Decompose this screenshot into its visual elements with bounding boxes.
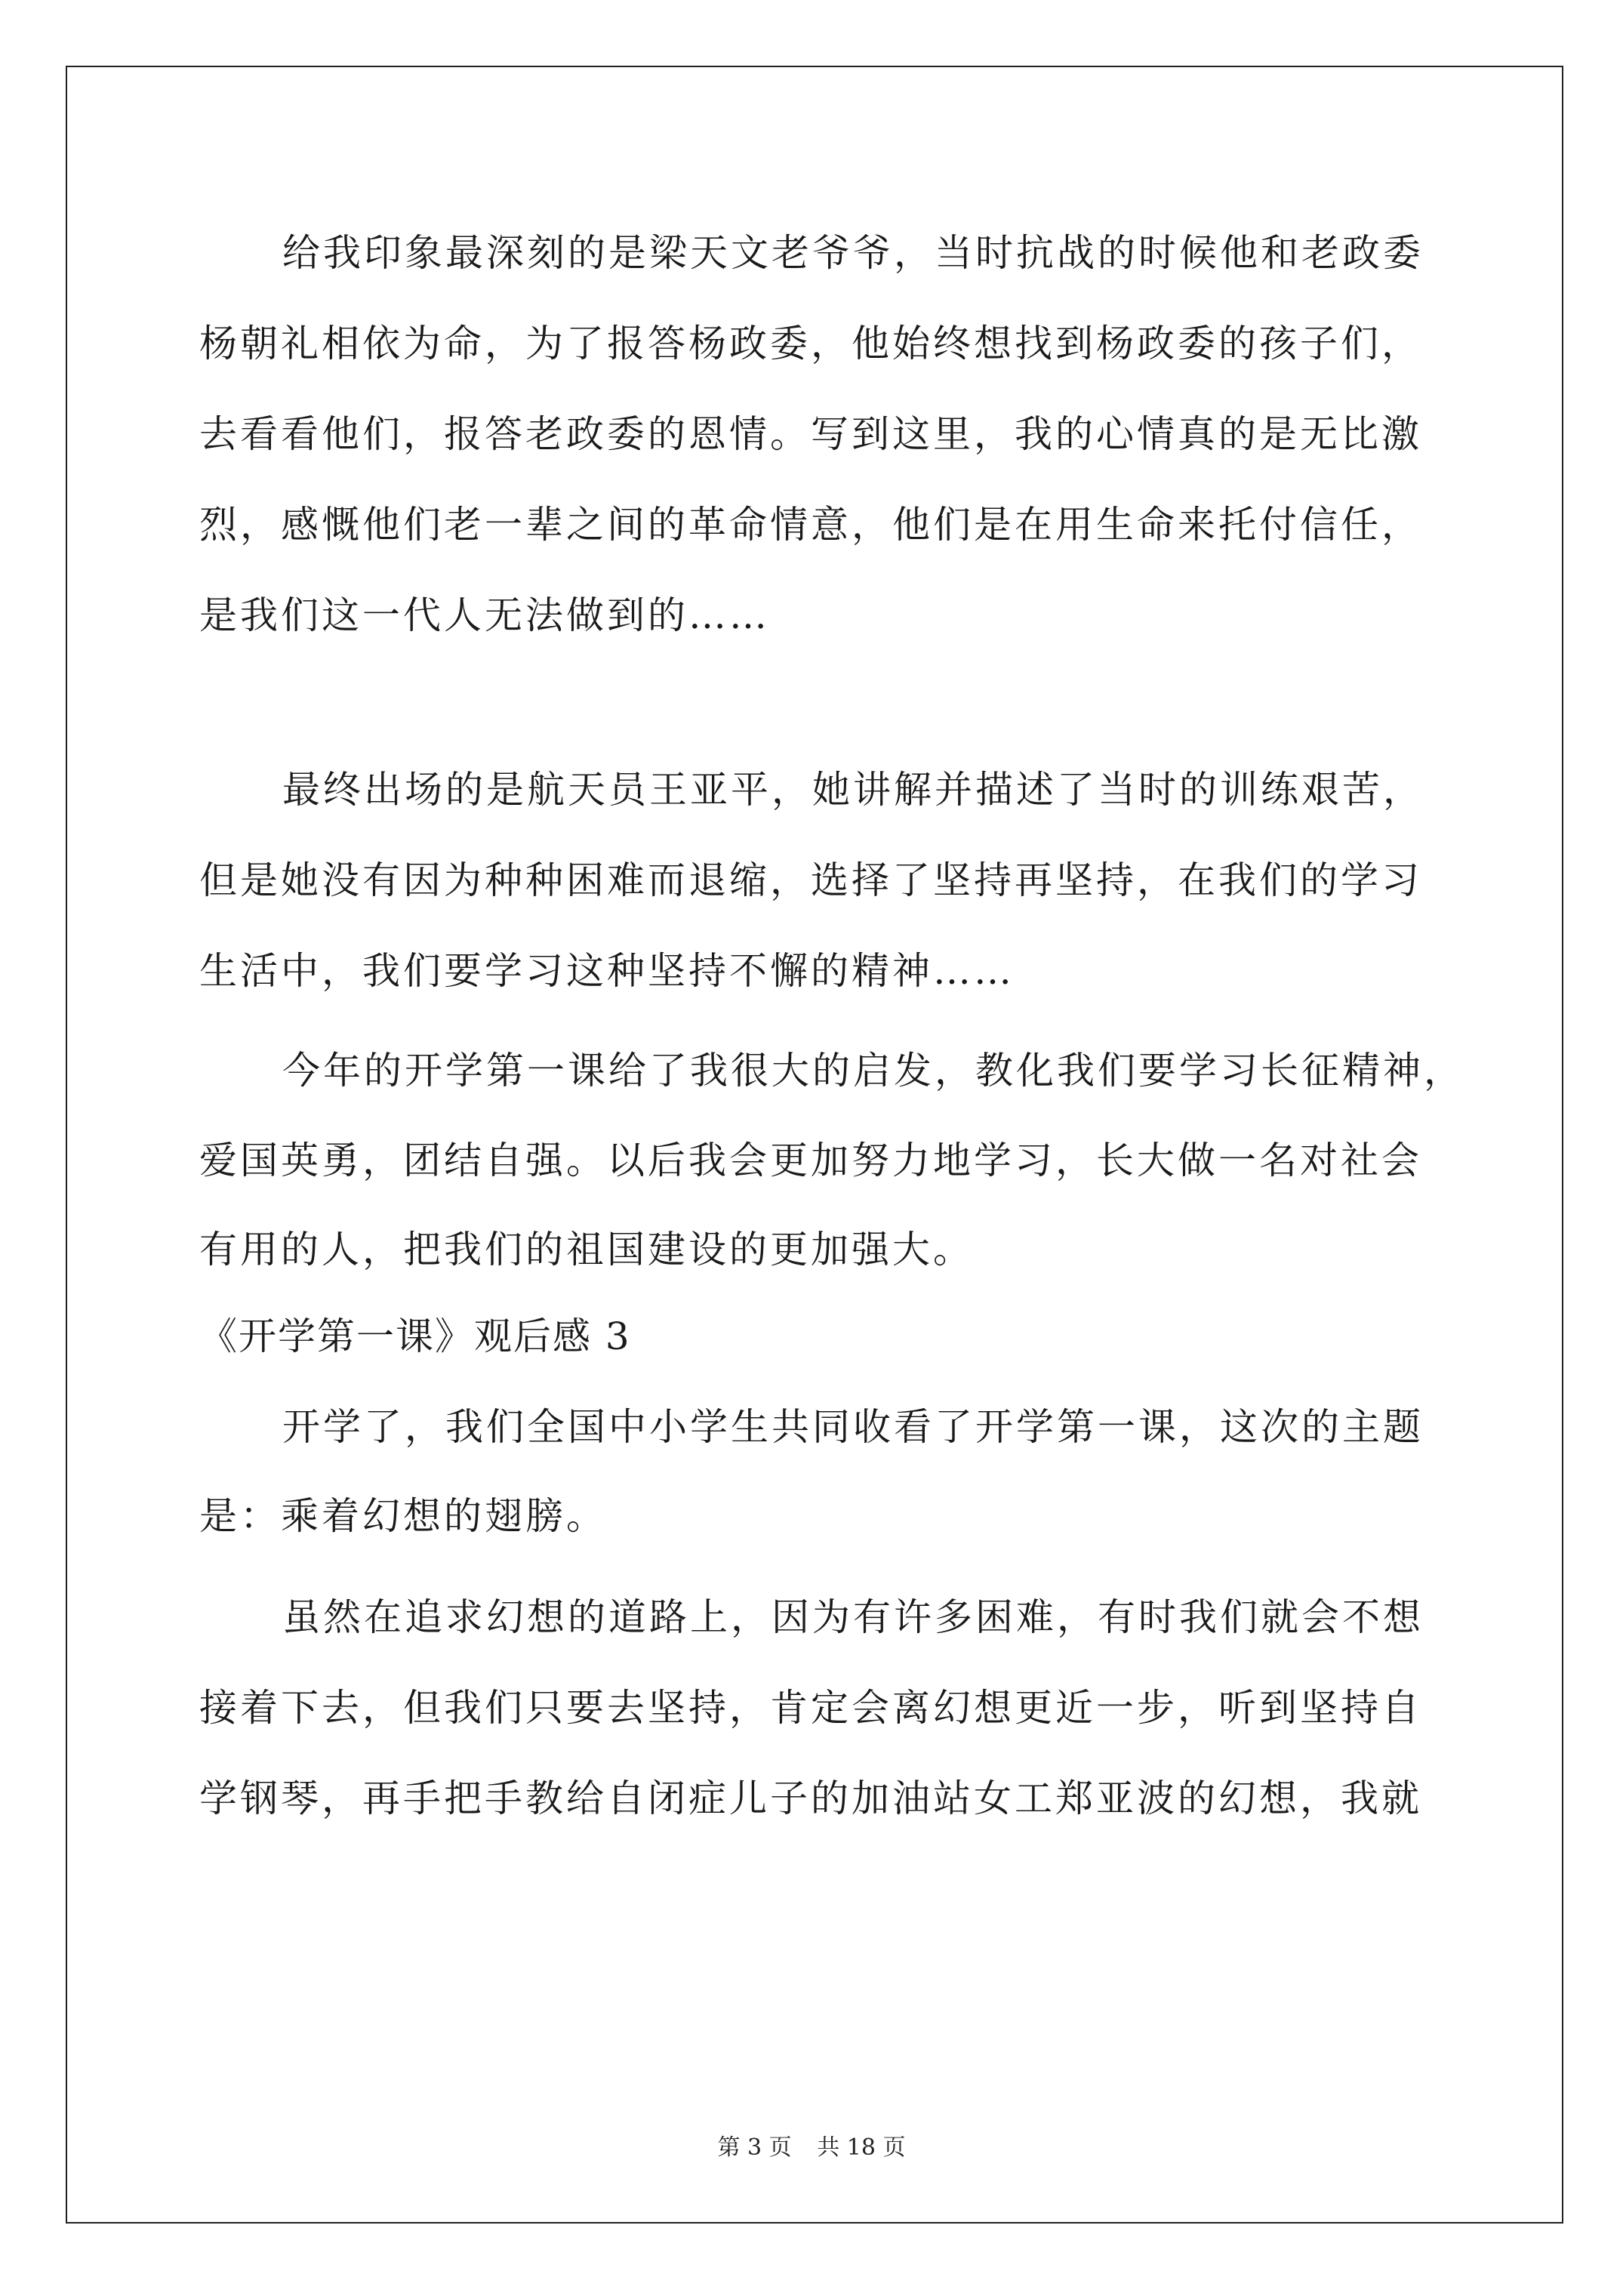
paragraph-line: 去看看他们，报答老政委的恩情。写到这里，我的心情真的是无比激 [199, 412, 1422, 456]
paragraph-line: 开学了，我们全国中小学生共同收看了开学第一课，这次的主题 [282, 1405, 1424, 1449]
paragraph-line: 给我印象最深刻的是梁天文老爷爷，当时抗战的时候他和老政委 [282, 231, 1424, 275]
paragraph-line: 今年的开学第一课给了我很大的启发，教化我们要学习长征精神， [282, 1049, 1464, 1093]
page-number: 第 3 页 [717, 2134, 792, 2161]
page-total: 共 18 页 [817, 2134, 906, 2161]
paragraph-line: 虽然在追求幻想的道路上，因为有许多困难，有时我们就会不想 [282, 1595, 1424, 1639]
section-heading: 《开学第一课》观后感 3 [199, 1314, 631, 1358]
paragraph-line: 接着下去，但我们只要去坚持，肯定会离幻想更近一步，听到坚持自 [199, 1686, 1422, 1730]
paragraph-line: 生活中，我们要学习这种坚持不懈的精神…… [199, 949, 1015, 993]
paragraph-line: 有用的人，把我们的祖国建设的更加强大。 [199, 1228, 974, 1271]
paragraph-line: 是：乘着幻想的翅膀。 [199, 1494, 607, 1538]
paragraph-line: 烈，感慨他们老一辈之间的革命情意，他们是在用生命来托付信任， [199, 503, 1422, 547]
paragraph-line: 爱国英勇，团结自强。以后我会更加努力地学习，长大做一名对社会 [199, 1139, 1422, 1182]
paragraph-line: 杨朝礼相依为命，为了报答杨政委，他始终想找到杨政委的孩子们， [199, 322, 1422, 365]
paragraph-line: 但是她没有因为种种困难而退缩，选择了坚持再坚持，在我们的学习 [199, 858, 1422, 902]
paragraph-line: 学钢琴，再手把手教给自闭症儿子的加油站女工郑亚波的幻想，我就 [199, 1777, 1422, 1820]
paragraph-line: 最终出场的是航天员王亚平，她讲解并描述了当时的训练艰苦， [282, 768, 1424, 812]
paragraph-line: 是我们这一代人无法做到的…… [199, 593, 770, 637]
page-footer [0, 2133, 1623, 2163]
